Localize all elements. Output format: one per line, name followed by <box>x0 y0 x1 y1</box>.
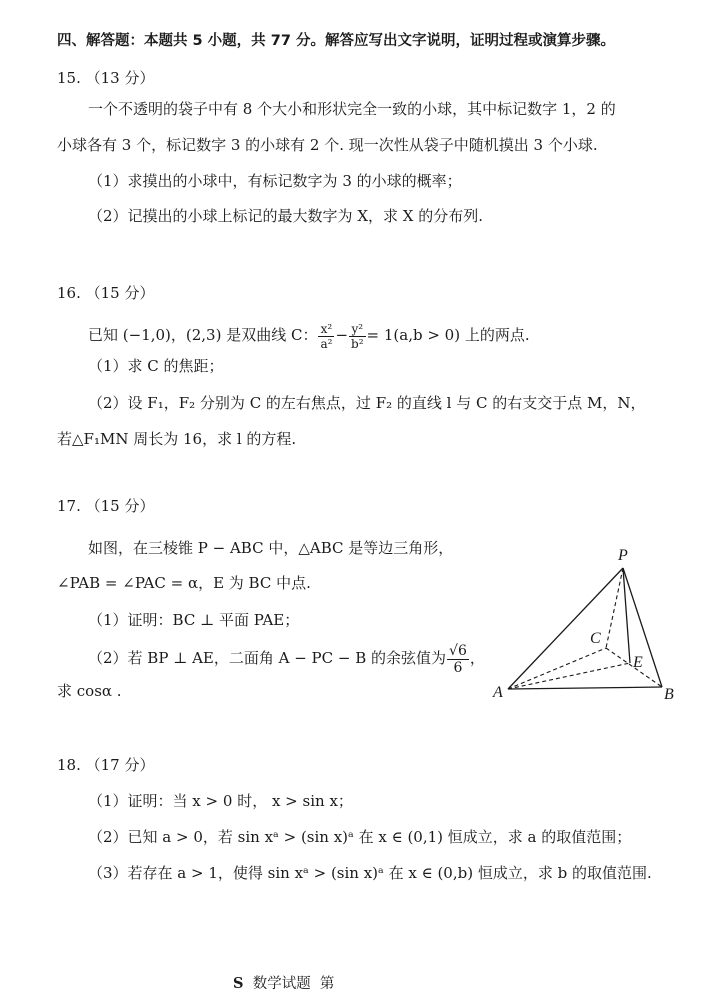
label-e: E <box>633 654 643 671</box>
label-a: A <box>493 684 503 701</box>
q15-stem-line1: 一个不透明的袋子中有 8 个大小和形状完全一致的小球，其中标记数字 1，2 的 <box>88 100 616 118</box>
q18-part3: （3）若存在 a > 1，使得 sin xᵃ > (sin x)ᵃ 在 x ∈ (0,b) 恒成立，求 b 的取值范围. <box>88 864 652 882</box>
edge-pe <box>623 568 630 663</box>
edge-pc <box>606 568 623 648</box>
q15-part1: （1）求摸出的小球中，有标记数字为 3 的小球的概率； <box>88 172 462 190</box>
q16-frac2-den: b² <box>351 336 364 351</box>
q15-stem-line2: 小球各有 3 个，标记数字 3 的小球有 2 个. 现一次性从袋子中随机摸出 3 个小球. <box>57 136 598 154</box>
q18-number: 18. <box>57 756 81 774</box>
label-b: B <box>664 686 674 703</box>
label-p: P <box>618 547 628 564</box>
q17-number: 17. <box>57 497 81 515</box>
footer-s-label: S <box>233 975 244 992</box>
q16-part2-cont: 若△F₁MN 周长为 16，求 l 的方程. <box>57 430 297 448</box>
q16-frac1-num: x² <box>318 322 334 337</box>
q16-stem <box>88 320 530 351</box>
q15-score: （13 分） <box>85 69 155 87</box>
q17-part2-cont: 求 cosα . <box>57 682 122 700</box>
q17-fraction-sqrt6-over-6 <box>447 643 469 676</box>
q16-fraction-x <box>318 322 334 351</box>
q17-frac-num: √6 <box>449 642 467 659</box>
q16-minus: − <box>335 326 349 344</box>
footer-page-word: 第 <box>319 976 335 992</box>
q16-header <box>57 283 155 303</box>
q18-part1: （1）证明：当 x > 0 时， x > sin x； <box>88 792 353 810</box>
page-footer <box>233 974 334 994</box>
edge-ab <box>508 687 662 689</box>
pyramid-figure <box>490 540 690 710</box>
q18-header <box>57 755 155 775</box>
q16-fraction-y <box>349 322 366 351</box>
q15-header <box>57 68 155 88</box>
q18-part2: （2）已知 a > 0，若 sin xᵃ > (sin x)ᵃ 在 x ∈ (0,1) 恒成立，求 a 的取值范围； <box>88 828 632 846</box>
q17-stem-line1: 如图，在三棱锥 P − ABC 中，△ABC 是等边三角形， <box>88 539 454 557</box>
q16-part2: （2）设 F₁，F₂ 分别为 C 的左右焦点，过 F₂ 的直线 l 与 C 的右支交于点 M，N， <box>88 394 646 412</box>
q16-stem-suffix: = 1(a,b > 0) 上的两点. <box>366 326 530 344</box>
q18-score: （17 分） <box>85 756 155 774</box>
q16-number: 16. <box>57 284 81 302</box>
edge-ac <box>508 648 606 689</box>
q17-part1: （1）证明：BC ⊥ 平面 PAE； <box>88 611 300 629</box>
q15-part2: （2）记摸出的小球上标记的最大数字为 X，求 X 的分布列. <box>88 207 483 225</box>
q15-number: 15. <box>57 69 81 87</box>
q17-part2 <box>88 642 485 676</box>
q16-stem-prefix: 已知 (−1,0)，(2,3) 是双曲线 C： <box>88 326 318 344</box>
q17-part2-prefix: （2）若 BP ⊥ AE，二面角 A − PC − B 的余弦值为 <box>88 649 447 667</box>
q17-stem-line2: ∠PAB = ∠PAC = α，E 为 BC 中点. <box>57 574 311 592</box>
q16-part1: （1）求 C 的焦距； <box>88 357 224 375</box>
q17-score: （15 分） <box>85 497 155 515</box>
q16-frac2-num: y² <box>349 322 366 337</box>
section-header: 四、解答题：本题共 5 小题，共 77 分。解答应写出文字说明，证明过程或演算步骤。 <box>57 33 615 49</box>
label-c: C <box>590 630 601 647</box>
edge-pa <box>508 568 623 689</box>
edge-ae <box>508 663 630 689</box>
q16-frac1-den: a² <box>320 336 333 351</box>
q17-part2-suffix: ， <box>469 649 485 667</box>
footer-subject: 数学试题 <box>252 976 311 992</box>
q16-score: （15 分） <box>85 284 155 302</box>
q17-header <box>57 496 155 516</box>
q17-frac-den: 6 <box>453 659 463 676</box>
